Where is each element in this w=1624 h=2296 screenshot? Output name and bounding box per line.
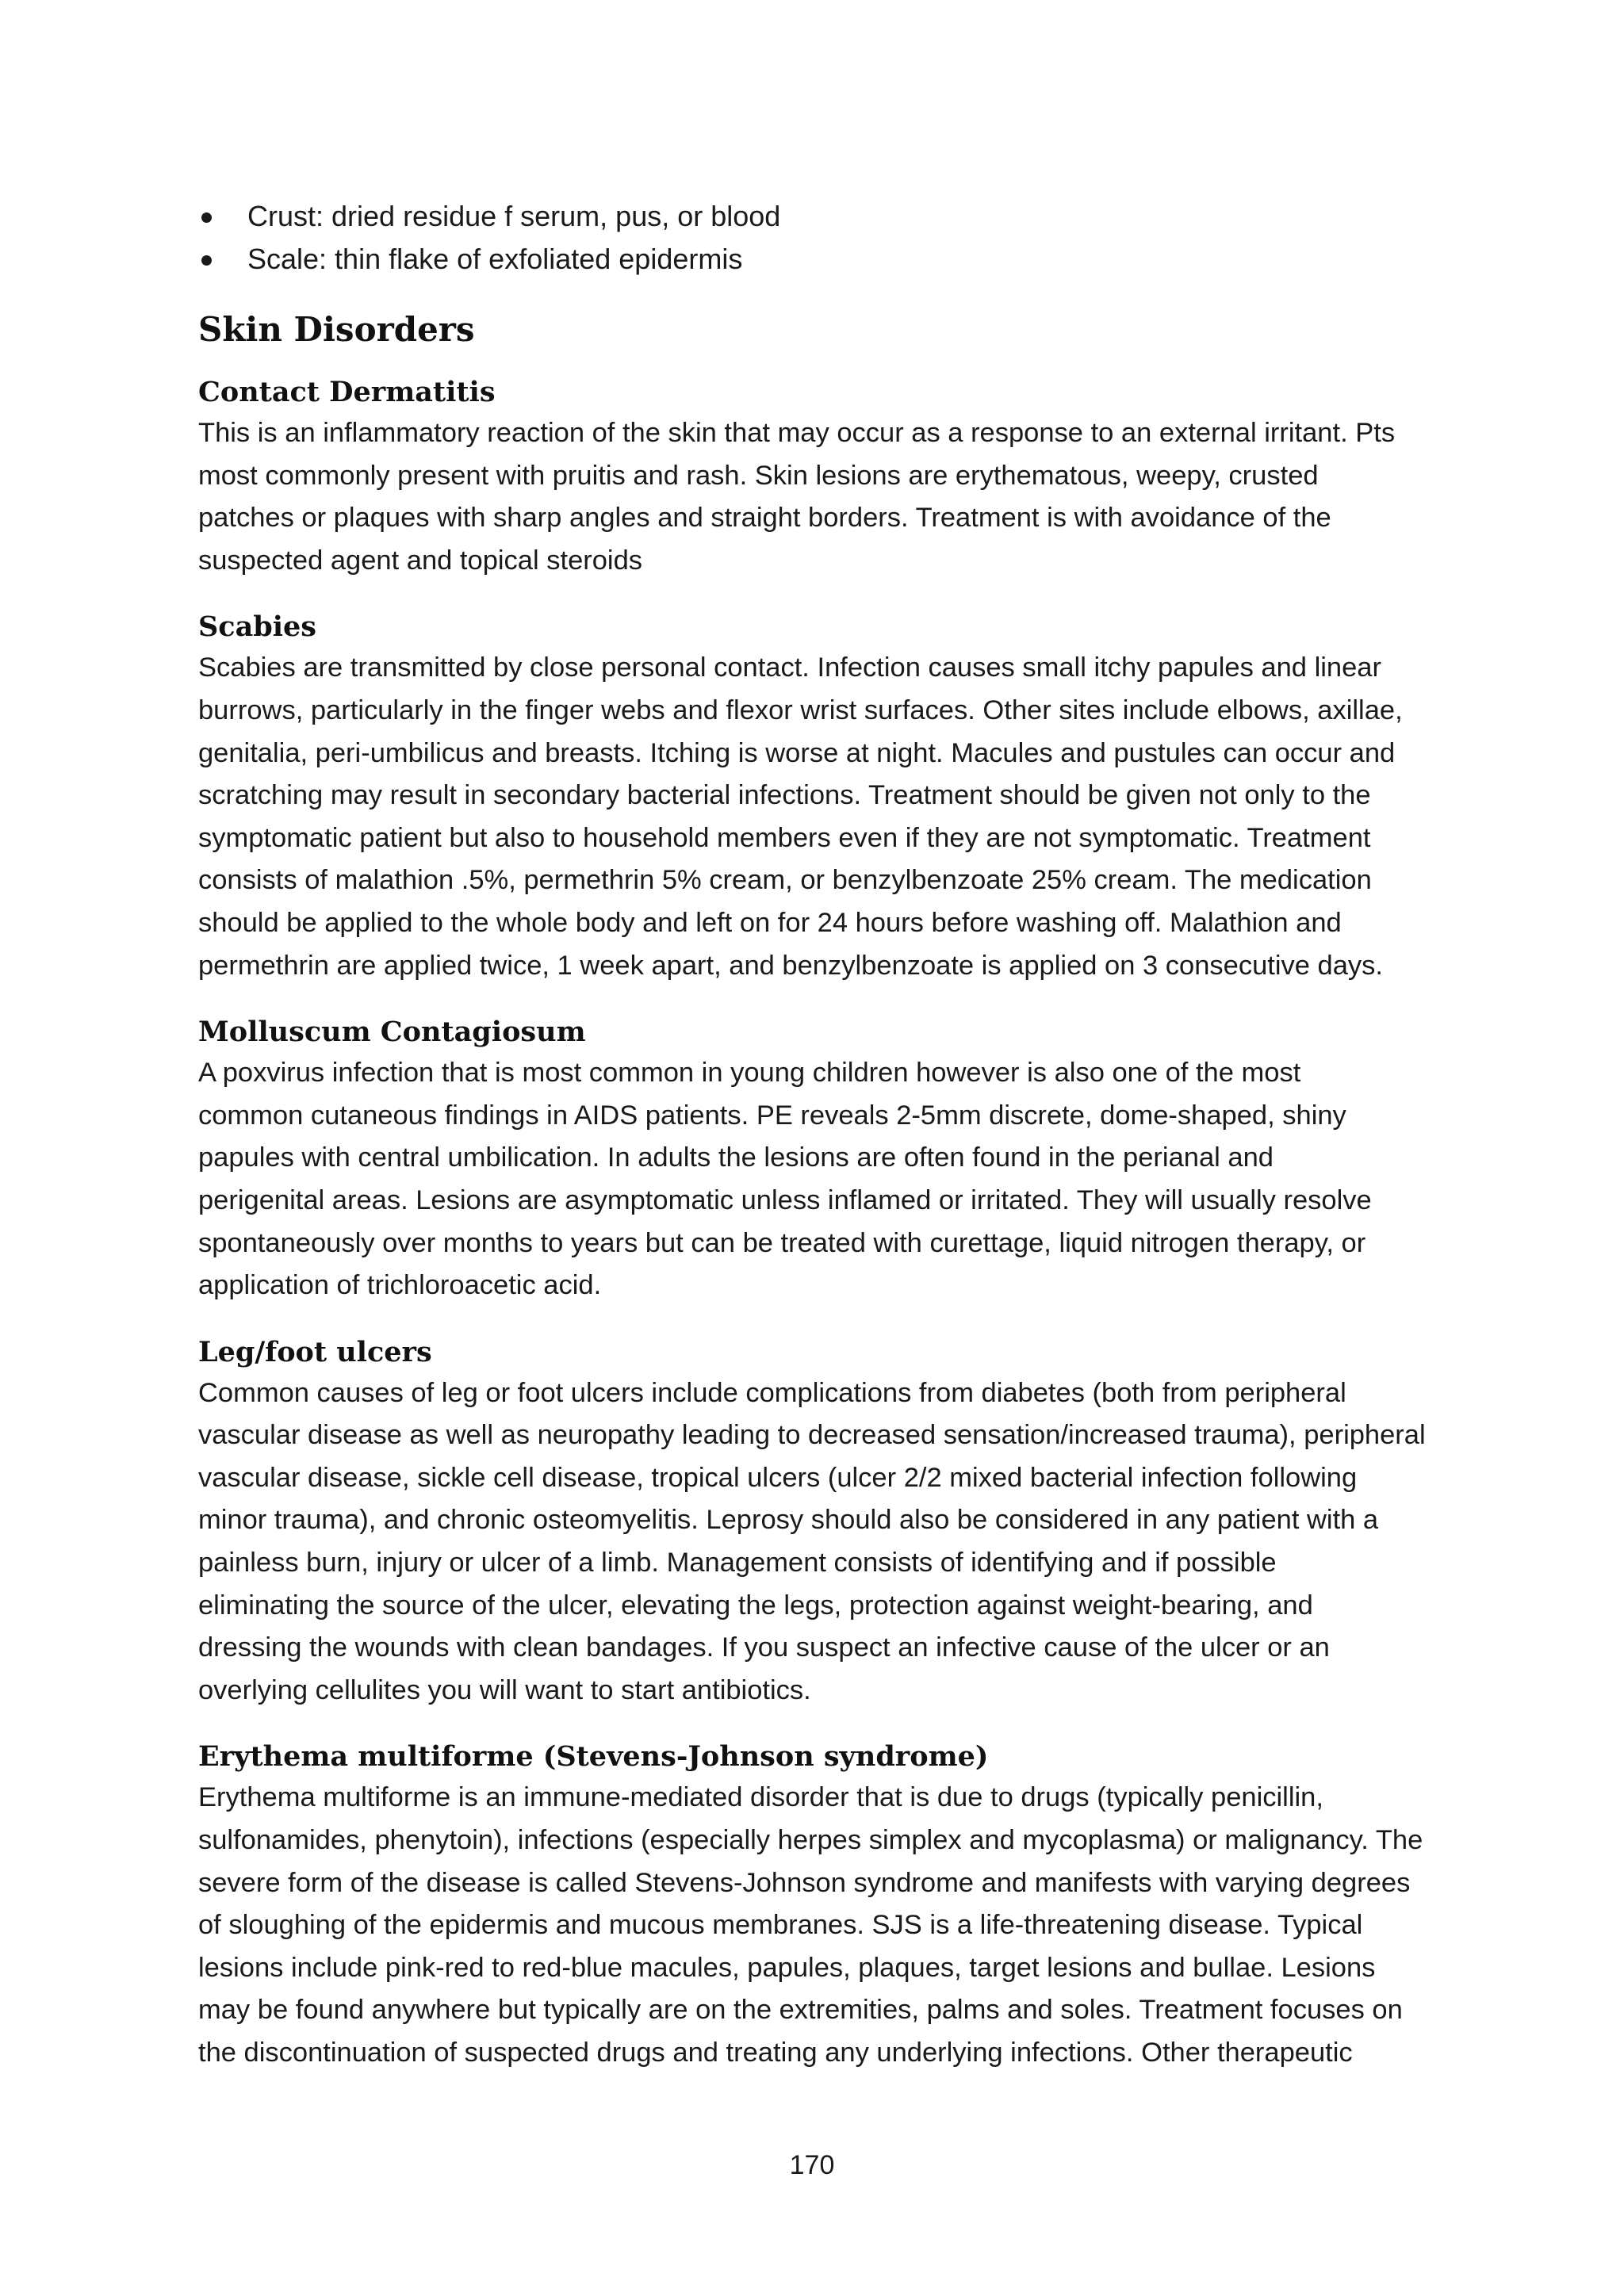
- subsection-heading: Scabies: [198, 610, 317, 644]
- bullet-dot-icon: [201, 212, 212, 223]
- bullet-text: Scale: thin flake of exfoliated epidermis: [247, 243, 743, 275]
- text-line: the discontinuation of suspected drugs and treating any underlying infections. Other therapeutic: [198, 2038, 1353, 2068]
- section-title: Skin Disorders: [198, 310, 475, 349]
- paragraph-contact-dermatitis: [198, 412, 1443, 582]
- text-line: symptomatic patient but also to household members even if they are not symptomatic. Treatment: [198, 822, 1371, 853]
- text-line: genitalia, peri-umbilicus and breasts. Itching is worse at night. Macules and pustules can occur and: [198, 737, 1396, 768]
- paragraph-molluscum: [198, 1052, 1443, 1307]
- text-line: vascular disease, sickle cell disease, tropical ulcers (ulcer 2/2 mixed bacterial infection following: [198, 1462, 1358, 1493]
- text-line: Erythema multiforme is an immune-mediated disorder that is due to drugs (typically penicillin,: [198, 1782, 1323, 1813]
- paragraph-scabies: [198, 647, 1443, 987]
- text-line: severe form of the disease is called Stevens-Johnson syndrome and manifests with varying degrees: [198, 1867, 1411, 1898]
- subsection-heading: Leg/foot ulcers: [198, 1335, 432, 1368]
- text-line: lesions include pink-red to red-blue macules, papules, plaques, target lesions and bullae. Lesions: [198, 1952, 1376, 1983]
- text-line: perigenital areas. Lesions are asymptomatic unless inflamed or irritated. They will usually resolve: [198, 1184, 1372, 1215]
- bullet-item: [198, 238, 1443, 281]
- paragraph-leg-foot-ulcers: [198, 1372, 1443, 1712]
- text-line: Scabies are transmitted by close personal contact. Infection causes small itchy papules and linear: [198, 652, 1381, 683]
- text-line: application of trichloroacetic acid.: [198, 1270, 602, 1301]
- text-line: may be found anywhere but typically are on the extremities, palms and soles. Treatment focuses on: [198, 1995, 1403, 2026]
- text-line: papules with central umbilication. In adults the lesions are often found in the perianal and: [198, 1142, 1274, 1173]
- text-line: A poxvirus infection that is most common in young children however is also one of the most: [198, 1058, 1301, 1089]
- subsection-heading: Contact Dermatitis: [198, 376, 496, 408]
- text-line: overlying cellulites you will want to start antibiotics.: [198, 1674, 811, 1705]
- bullet-text: Crust: dried residue f serum, pus, or blood: [247, 200, 781, 232]
- text-line: painless burn, injury or ulcer of a limb. Management consists of identifying and if possible: [198, 1548, 1277, 1578]
- text-line: should be applied to the whole body and left on for 24 hours before washing off. Malathion and: [198, 907, 1342, 938]
- text-line: burrows, particularly in the finger webs and flexor wrist surfaces. Other sites include elbows, axillae,: [198, 695, 1403, 725]
- text-line: suspected agent and topical steroids: [198, 545, 643, 576]
- text-line: vascular disease as well as neuropathy leading to decreased sensation/increased trauma), peripheral: [198, 1420, 1426, 1451]
- text-line: sulfonamides, phenytoin), infections (especially herpes simplex and mycoplasma) or malignancy. The: [198, 1825, 1423, 1856]
- bullet-dot-icon: [201, 255, 212, 266]
- paragraph-erythema-multiforme: [198, 1777, 1443, 2074]
- text-line: common cutaneous findings in AIDS patients. PE reveals 2-5mm discrete, dome-shaped, shiny: [198, 1100, 1346, 1131]
- text-line: spontaneously over months to years but can be treated with curettage, liquid nitrogen therapy, or: [198, 1227, 1366, 1258]
- text-line: scratching may result in secondary bacterial infections. Treatment should be given not only to the: [198, 780, 1371, 811]
- text-line: eliminating the source of the ulcer, elevating the legs, protection against weight-bearing, and: [198, 1590, 1313, 1621]
- subsection-heading: Molluscum Contagiosum: [198, 1016, 586, 1049]
- subsection-heading: Erythema multiforme (Stevens-Johnson syndrome): [198, 1740, 989, 1774]
- text-line: Common causes of leg or foot ulcers include complications from diabetes (both from peripheral: [198, 1377, 1346, 1408]
- bullet-list: [198, 195, 1443, 281]
- page-number: 170: [789, 2150, 835, 2180]
- text-line: minor trauma), and chronic osteomyelitis. Leprosy should also be considered in any patient with a: [198, 1505, 1379, 1536]
- text-line: patches or plaques with sharp angles and straight borders. Treatment is with avoidance of the: [198, 503, 1331, 534]
- document-page: [198, 195, 1443, 2100]
- text-line: dressing the wounds with clean bandages. If you suspect an infective cause of the ulcer or an: [198, 1632, 1330, 1663]
- text-line: This is an inflammatory reaction of the skin that may occur as a response to an external irritant. Pts: [198, 418, 1396, 448]
- text-line: of sloughing of the epidermis and mucous membranes. SJS is a life-threatening disease. Typical: [198, 1910, 1363, 1941]
- text-line: permethrin are applied twice, 1 week apart, and benzylbenzoate is applied on 3 consecutive days.: [198, 950, 1383, 981]
- text-line: most commonly present with pruitis and rash. Skin lesions are erythematous, weepy, crusted: [198, 460, 1319, 491]
- text-line: consists of malathion .5%, permethrin 5% cream, or benzylbenzoate 25% cream. The medication: [198, 865, 1372, 896]
- bullet-item: [198, 195, 1443, 238]
